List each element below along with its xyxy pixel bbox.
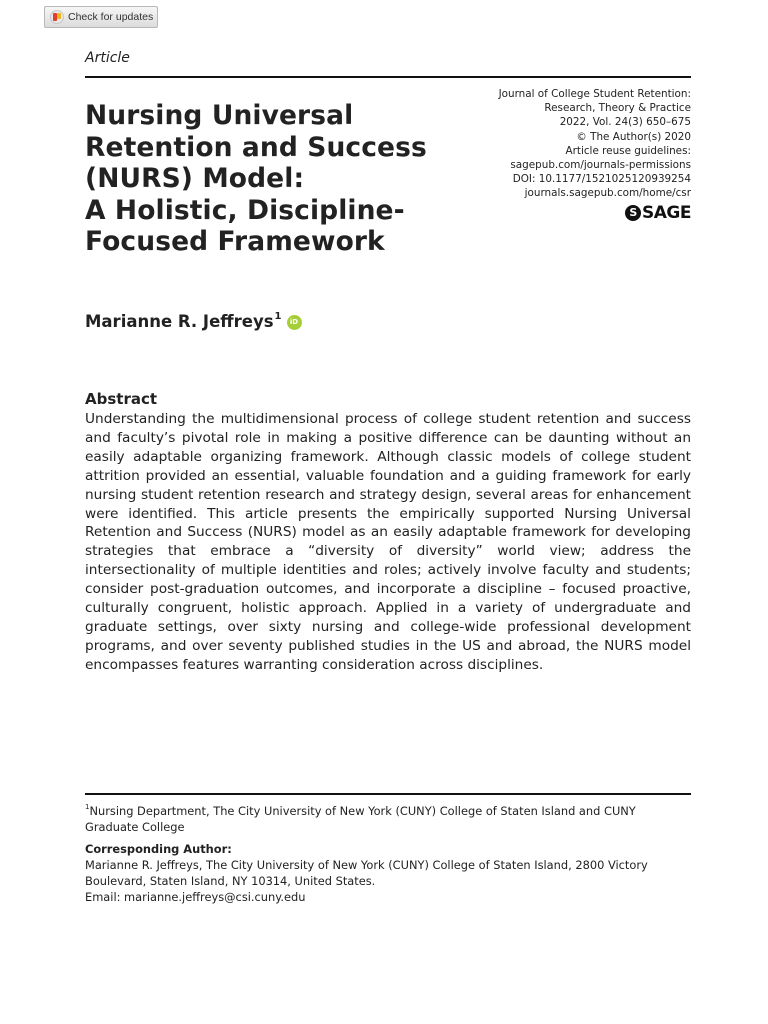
crossmark-icon	[50, 10, 64, 24]
check-for-updates-button[interactable]	[44, 6, 158, 28]
title-line: Nursing Universal	[85, 100, 354, 131]
article-title	[85, 100, 475, 258]
corresponding-author-address: Marianne R. Jeffreys, The City University of New York (CUNY) College of Staten Island, 2800 Victory Boulevard, Staten Island, NY 10314, United States.	[85, 858, 648, 888]
author-affiliation-marker: 1	[274, 311, 282, 322]
affiliation-footnote	[85, 803, 691, 835]
journal-info	[451, 87, 691, 201]
footnote-divider	[85, 793, 691, 795]
corresponding-author-email[interactable]: Email: marianne.jeffreys@csi.cuny.edu	[85, 890, 306, 904]
journal-name-line: Journal of College Student Retention:	[498, 88, 691, 100]
footnotes	[85, 803, 691, 905]
title-line: Focused Framework	[85, 226, 385, 257]
abstract-text: Understanding the multidimensional process of college student retention and success and faculty’s pivotal role in making a positive difference can be daunting without an easily adaptable organizing framework. Although classic models of college student attrition provided an essential, valuable foundation and a guiding framework for early nursing student retention research and strategy design, several areas for enhancement were identified. This article presents the empirically supported Nursing Universal Retention and Success (NURS) model as an easily adaptable framework for developing strategies that embrace a “diversity of diversity” world view; address the intersectionality of multiple identities and roles; actively involve faculty and students; consider post-graduation outcomes, and incorporate a discipline – focused proactive, culturally congruent, holistic approach. Applied in a variety of undergraduate and graduate settings, over sixty nursing and college-wide professional development programs, and over seventy published studies in the US and abroad, the NURS model encompasses features warranting consideration across disciplines.	[85, 411, 691, 673]
journal-volume: 2022, Vol. 24(3) 650–675	[559, 116, 691, 129]
corresponding-author-heading: Corresponding Author:	[85, 842, 232, 856]
journal-home-link[interactable]: journals.sagepub.com/home/csr	[524, 187, 691, 200]
title-line: Retention and Success	[85, 131, 427, 163]
article-type-label: Article	[85, 50, 130, 66]
title-line: A Holistic, Discipline-	[85, 194, 405, 226]
doi-link[interactable]: DOI: 10.1177/1521025120939254	[512, 173, 691, 186]
author-line	[85, 312, 302, 331]
orcid-icon[interactable]: iD	[287, 315, 302, 330]
reuse-label: Article reuse guidelines:	[565, 144, 691, 157]
abstract-heading: Abstract	[85, 390, 158, 408]
sage-logo	[625, 203, 691, 223]
title-line: (NURS) Model:	[85, 163, 305, 194]
permissions-link[interactable]: sagepub.com/journals-permissions	[510, 159, 691, 172]
affiliation-footnote-marker: 1	[85, 803, 90, 811]
author-name: Marianne R. Jeffreys	[85, 312, 274, 331]
affiliation-text: Nursing Department, The City University of New York (CUNY) College of Staten Island and CUNY Graduate College	[85, 804, 636, 834]
sage-logo-text: SAGE	[642, 203, 691, 223]
journal-name-line: Research, Theory & Practice	[544, 102, 691, 115]
copyright: © The Author(s) 2020	[576, 130, 691, 143]
check-for-updates-label: Check for updates	[68, 11, 154, 23]
sage-logo-mark: S	[625, 205, 641, 221]
header-divider	[85, 76, 691, 78]
